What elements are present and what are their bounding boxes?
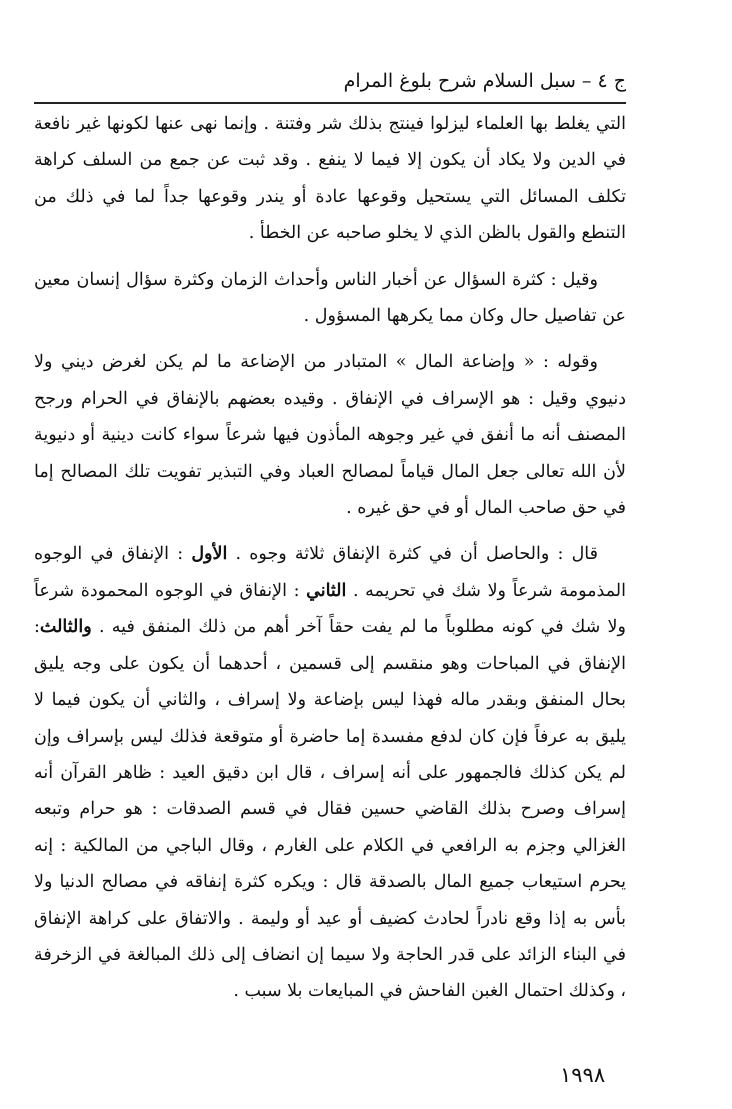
text-segment: وقيل : كثرة السؤال عن أخبار الناس وأحداث الزمان وكثرة سؤال إنسان معين عن تفاصيل حال وكان مما يكرهها المسؤول . [34, 269, 626, 327]
bold-term-first: الأول [191, 544, 228, 565]
paragraph [34, 344, 626, 526]
text-segment: : الإنفاق في المباحات وهو منقسم إلى قسمين ، أحدهما أن يكون على وجه يليق بحال المنفق وبقدر ماله فهذا ليس بإضاعة ولا إسراف ، والثاني أن يكون فيما لا يليق به عرفاً فإن كان لدفع مفسدة إما حاضرة أو متوقعة فذلك ليس بإسراف وإن لم يكن كذلك فالجمهور على أنه إسراف ، قال ابن دقيق العيد : ظاهر القرآن أنه إسراف وصرح بذلك القاضي حسين فقال في قسم الصدقات : هو حرام وتبعه الغزالي وجزم به الرافعي في الكلام على الغارم ، وقال الباجي من المالكية : إنه يحرم استيعاب جميع المال بالصدقة قال : ويكره كثرة إنفاقه في مصالح الدنيا ولا بأس به إذا وقع نادراً لحادث كضيف أو عيد أو وليمة . والاتفاق على كراهة الإنفاق في البناء الزائد على قدر الحاجة ولا سيما إن انضاف إلى ذلك المبالغة في الزخرفة ، وكذلك احتمال الغبن الفاحش في المبايعات بلا سبب . [34, 617, 626, 1002]
running-header: ج ٤ – سبل السلام شرح بلوغ المرام [343, 70, 626, 92]
paragraph [34, 262, 626, 335]
header-rule [34, 102, 626, 104]
text-segment: قال : والحاصل أن في كثرة الإنفاق ثلاثة وجوه . [227, 544, 598, 565]
bold-term-third: والثالث [39, 617, 92, 638]
text-segment: : الإنفاق في الوجوه المذمومة شرعاً ولا شك في تحريمه . [34, 544, 627, 601]
body-text [34, 106, 626, 1010]
bold-term-second: الثاني [306, 580, 347, 601]
text-segment: وقوله : « وإضاعة المال » المتبادر من الإضاعة ما لم يكن لغرض ديني ولا دنيوي وقيل : هو الإسراف في الإنفاق . وقيده بعضهم بالإنفاق في الحرام ورجح المصنف أنه ما أنفق في غير وجوهه المأذون فيها شرعاً سواء كانت دينية أو دنيوية لأن الله تعالى جعل المال قياماً لمصالح العباد وفي التبذير تفويت تلك المصالح إما في حق صاحب المال أو في حق غيره . [34, 352, 626, 519]
text-segment: التي يغلط بها العلماء ليزلوا فينتج بذلك شر وفتنة . وإنما نهى عنها لكونها غير نافعة في الدين ولا يكاد أن يكون إلا فيما لا ينفع . وقد ثبت عن جمع من السلف كراهة تكلف المسائل التي يستحيل وقوعها عادة أو يندر وقوعها جداً لما في ذلك من التنطع والقول بالظن الذي لا يخلو صاحبه عن الخطأ . [34, 114, 626, 244]
paragraph [34, 536, 626, 1009]
page-number: ١٩٩٨ [560, 1063, 606, 1087]
paragraph [34, 106, 626, 252]
text-segment: : الإنفاق في الوجوه المحمودة شرعاً ولا شك في كونه مطلوباً ما لم يفت حقاً آخر أهم من ذلك المنفق فيه . [34, 580, 626, 638]
